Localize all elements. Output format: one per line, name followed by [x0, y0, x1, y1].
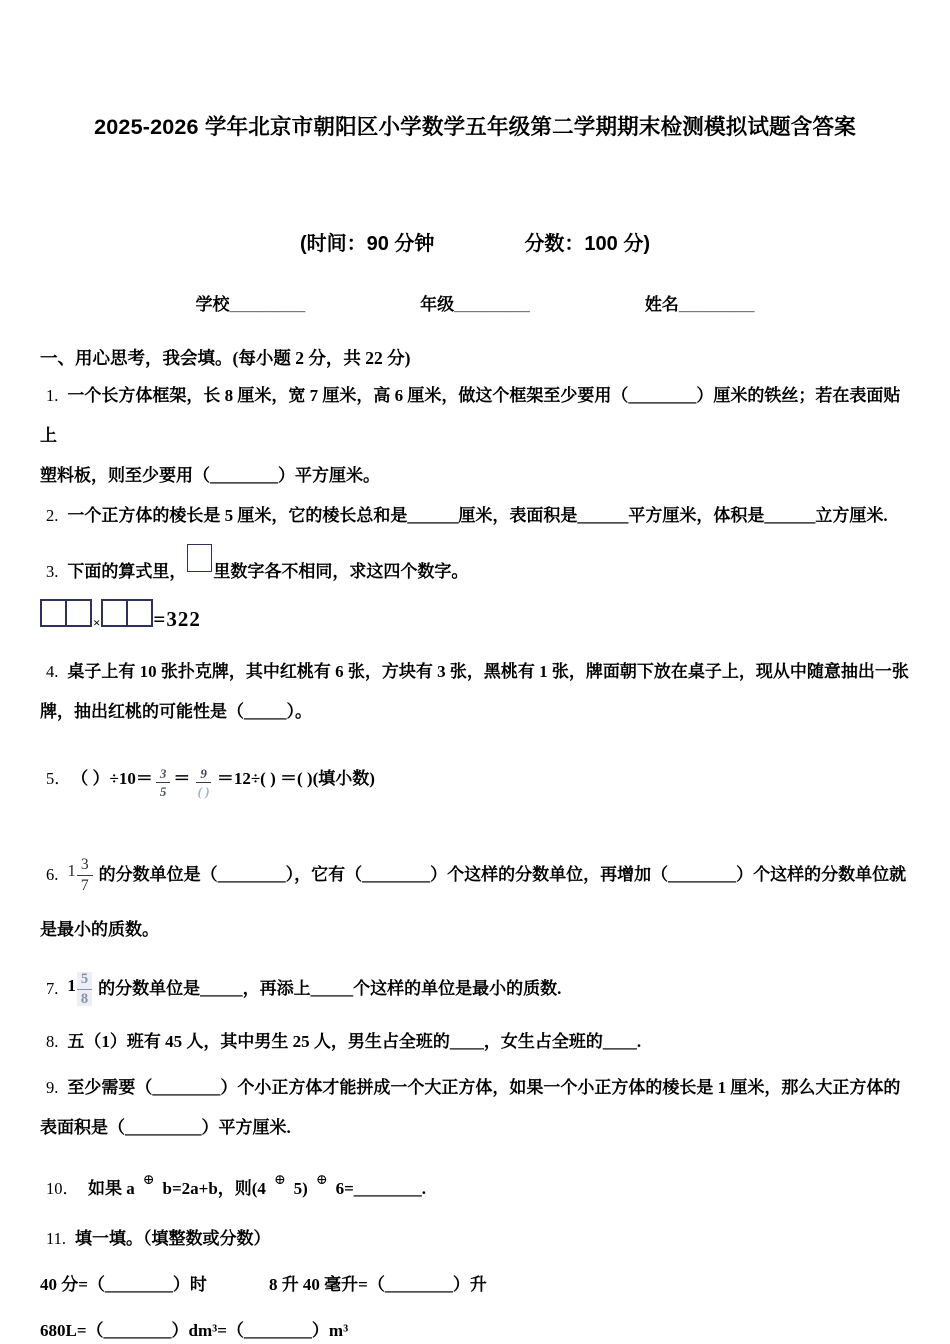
question-6-line-1 — [40, 846, 912, 904]
exam-total-score: 分数：100 分) — [524, 233, 651, 255]
question-11-number: 11. — [46, 1229, 67, 1248]
student-info-row — [0, 294, 950, 316]
exam-body — [0, 340, 950, 1344]
question-3-text-post: 里数字各不相同，求这四个数字。 — [213, 562, 469, 581]
question-10-number: 10． — [46, 1179, 79, 1198]
digit-box-icon — [101, 599, 128, 627]
question-1-line-2 — [40, 456, 912, 496]
question-10-text: 6=________. — [335, 1179, 427, 1198]
question-7-text: 的分数单位是_____，再添上_____个这样的单位是最小的质数. — [98, 979, 562, 998]
multiply-sign: × — [93, 615, 101, 630]
question-5-number: 5． — [46, 769, 71, 788]
question-1-text-cont: 塑料板，则至少要用（________）平方厘米。 — [40, 466, 380, 485]
fraction-numerator: 3 — [156, 767, 171, 783]
section-1-heading: 一、用心思考，我会填。(每小题 2 分，共 22 分) — [40, 348, 411, 368]
conversion-liters-milliliters: 8 升 40 毫升=（________）升 — [268, 1275, 487, 1294]
question-11-text: 填一填。（填整数或分数） — [75, 1229, 271, 1248]
mixed-number-one-and-three-sevenths — [67, 846, 92, 904]
conversion-minutes-to-hours: 40 分=（________）时 — [40, 1275, 207, 1294]
question-2-text: 一个正方体的棱长是 5 厘米，它的棱长总和是______厘米，表面积是______平方厘米，体积是______立方厘米. — [67, 506, 888, 525]
question-6-text: 的分数单位是（________），它有（________）个这样的分数单位，再增加（________）个这样的分数单位就 — [98, 865, 907, 884]
question-9-text-cont: 表面积是（_________）平方厘米. — [40, 1118, 291, 1137]
circled-plus-operator-icon: ⊕ — [142, 1173, 155, 1188]
fraction-three-sevenths — [77, 857, 93, 893]
name-field: 姓名________ — [644, 295, 755, 314]
fraction-denominator: 5 — [159, 784, 167, 799]
question-5-text-pre: （ ）÷10＝ — [79, 769, 153, 788]
question-3-number: 3. — [46, 562, 59, 581]
question-5 — [40, 748, 912, 810]
question-4-text: 桌子上有 10 张扑克牌，其中红桃有 6 张，方块有 3 张，黑桃有 1 张，牌面朝下放在桌子上，现从中随意抽出一张 — [67, 662, 909, 681]
question-2-number: 2. — [46, 506, 59, 525]
school-field: 学校________ — [195, 295, 306, 314]
circled-plus-operator-icon: ⊕ — [273, 1173, 286, 1188]
conversion-liters-cubic: 680L=（________）dm³=（________）m³ — [40, 1321, 349, 1340]
question-10-text: 如果 a — [88, 1179, 135, 1198]
exam-meta-row — [0, 230, 950, 258]
question-1-number: 1. — [46, 386, 59, 405]
fraction-denominator: 8 — [80, 990, 89, 1007]
question-1-text: 一个长方体框架，长 8 厘米，宽 7 厘米，高 6 厘米，做这个框架至少要用（________）厘米的铁丝；若在表面贴上 — [40, 386, 901, 445]
question-4-text-cont: 牌，抽出红桃的可能性是（_____）。 — [40, 702, 312, 721]
mixed-number-one-and-five-eighths — [67, 962, 92, 1016]
exam-title: 2025-2026 学年北京市朝阳区小学数学五年级第二学期期末检测模拟试题含答案 — [94, 115, 856, 139]
question-8 — [40, 1022, 912, 1062]
question-2 — [40, 496, 912, 536]
whole-number: 1 — [67, 861, 76, 880]
fraction-denominator-blank: ( ) — [197, 784, 210, 799]
question-11-line-2 — [40, 1312, 912, 1344]
question-11-heading — [40, 1220, 912, 1258]
question-9-line-1 — [40, 1068, 912, 1108]
fraction-numerator: 9 — [196, 767, 211, 783]
question-11-line-1 — [40, 1266, 912, 1304]
fraction-numerator: 5 — [77, 972, 92, 990]
fraction-three-fifths — [156, 767, 171, 798]
question-9-line-2 — [40, 1108, 912, 1148]
question-9-text: 至少需要（________）个小正方体才能拼成一个大正方体，如果一个小正方体的棱长是 1 厘米，那么大正方体的 — [67, 1078, 901, 1097]
question-10-text: b=2a+b，则(4 — [162, 1179, 266, 1198]
equation-result: =322 — [153, 607, 201, 631]
question-5-text-post: ＝12÷( ) ＝( )(填小数) — [216, 769, 375, 788]
question-3-text-pre: 下面的算式里， — [67, 562, 187, 581]
question-4-number: 4. — [46, 662, 59, 681]
question-4-line-1 — [40, 652, 912, 692]
grade-field: 年级________ — [420, 295, 530, 314]
fraction-nine-over-blank — [196, 767, 211, 798]
question-8-number: 8. — [46, 1032, 59, 1051]
equals-sign: ＝ — [173, 769, 191, 788]
question-4-line-2 — [40, 692, 912, 732]
circled-plus-operator-icon: ⊕ — [315, 1173, 328, 1188]
question-6-text-cont: 是最小的质数。 — [40, 920, 159, 939]
question-6-line-2 — [40, 910, 912, 950]
digit-box-pair-left — [40, 599, 90, 632]
digit-box-icon — [65, 599, 92, 627]
question-10 — [40, 1158, 912, 1212]
fraction-five-eighths — [77, 972, 92, 1006]
question-7 — [40, 962, 912, 1016]
exam-duration: (时间：90 分钟 — [299, 233, 435, 255]
digit-box-icon — [40, 599, 67, 627]
question-10-text: 5) — [293, 1179, 308, 1198]
question-6-number: 6. — [46, 865, 59, 884]
digit-box-icon — [126, 599, 153, 627]
fraction-denominator: 7 — [80, 876, 89, 894]
question-3-equation — [40, 600, 912, 632]
digit-box-pair-right — [101, 599, 151, 632]
question-8-text: 五（1）班有 45 人，其中男生 25 人，男生占全班的____，女生占全班的____. — [67, 1032, 642, 1051]
question-1-line-1 — [40, 376, 912, 456]
question-9-number: 9. — [46, 1078, 59, 1097]
fraction-numerator: 3 — [77, 857, 93, 876]
whole-number: 1 — [67, 976, 76, 995]
question-3 — [40, 544, 912, 592]
empty-digit-box-icon — [187, 544, 212, 572]
question-7-number: 7. — [46, 979, 59, 998]
